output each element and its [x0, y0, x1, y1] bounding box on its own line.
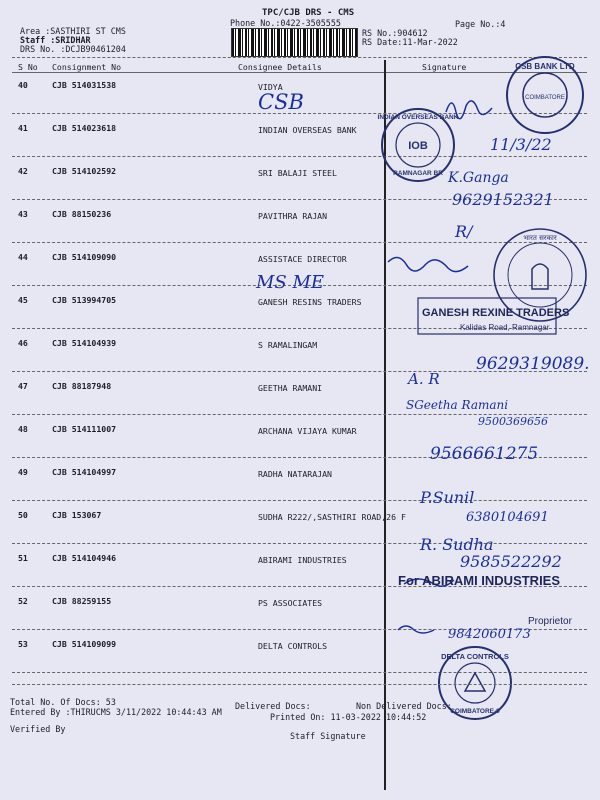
stamp-text: IOB	[408, 140, 428, 152]
row-consignee: PAVITHRA RAJAN	[258, 211, 328, 221]
printed-on: Printed On: 11-03-2022 10:44:52	[270, 712, 427, 722]
stamp-text: INDIAN OVERSEAS BANK	[377, 114, 459, 121]
row-sno: 46	[18, 338, 28, 348]
row-sno: 48	[18, 424, 28, 434]
handwritten-phone: 6380104691	[466, 510, 549, 525]
row-consignment: CJB 153067	[52, 510, 102, 520]
row-consignment: CJB 88150236	[52, 209, 112, 219]
emblem-icon	[532, 264, 548, 289]
handwritten-phone: 9566661275	[430, 444, 539, 464]
row-consignment: CJB 514109099	[52, 639, 117, 649]
row-sno: 40	[18, 80, 28, 90]
row-consignment: CJB 514023618	[52, 123, 117, 133]
row-sno: 52	[18, 596, 28, 606]
row-consignment: CJB 514111007	[52, 424, 117, 434]
signature-scribble	[388, 257, 468, 271]
row-sno: 47	[18, 381, 28, 391]
row-consignment: CJB 513994705	[52, 295, 117, 305]
handwritten-phone: 9500369656	[478, 415, 548, 428]
delta-logo-icon	[465, 673, 485, 691]
entered-by: Entered By :THIRUCMS 3/11/2022 10:44:43 AM	[10, 707, 222, 717]
row-consignment: CJB 514109090	[52, 252, 117, 262]
row-consignment: CJB 88187948	[52, 381, 112, 391]
row-sno: 53	[18, 639, 28, 649]
stamp-text: RAMNAGAR BR	[393, 170, 443, 177]
handwritten-phone: 9629319089.	[476, 354, 590, 374]
row-consignee: GANESH RESINS TRADERS	[258, 297, 362, 307]
area-label: Area :SASTHIRI ST CMS	[20, 26, 126, 36]
row-consignee: ARCHANA VIJAYA KUMAR	[258, 426, 357, 436]
stamp-text: COIMBATORE	[525, 95, 565, 101]
stamp-text: Kalidas Road, Ramnagar	[460, 323, 550, 332]
row-sno: 42	[18, 166, 28, 176]
handwritten-note: R. Sudha	[420, 535, 494, 554]
handwritten-note: CSB	[258, 90, 304, 114]
handwritten-phone: 9629152321	[452, 190, 554, 209]
row-consignment: CJB 88259155	[52, 596, 112, 606]
row-consignee: INDIAN OVERSEAS BANK	[258, 125, 357, 135]
handwritten-phone: 9585522292	[460, 552, 562, 571]
row-sno: 44	[18, 252, 28, 262]
row-sno: 41	[18, 123, 28, 133]
staff-signature: Staff Signature	[290, 731, 366, 741]
col-consignment: Consignment No	[52, 62, 122, 72]
ganesh-rexine-stamp	[418, 298, 569, 334]
phone-number: Phone No.:0422-3505555	[230, 18, 341, 28]
row-sno: 45	[18, 295, 28, 305]
row-sno: 43	[18, 209, 28, 219]
row-consignment: CJB 514031538	[52, 80, 117, 90]
row-consignee: GEETHA RAMANI	[258, 383, 323, 393]
handwritten-note: SGeetha Ramani	[406, 398, 509, 412]
handwritten-note: K.Ganga	[448, 170, 509, 186]
row-sno: 49	[18, 467, 28, 477]
proprietor-stamp: Proprietor	[528, 616, 572, 627]
col-consignee: Consignee Details	[238, 62, 322, 72]
col-signature: Signature	[422, 62, 467, 72]
non-delivered-docs: Non Delivered Docs:	[356, 701, 452, 711]
col-sno: S No	[18, 62, 38, 72]
row-consignee: ABIRAMI INDUSTRIES	[258, 555, 347, 565]
row-consignment: CJB 514104997	[52, 467, 117, 477]
verified-by: Verified By	[10, 724, 66, 734]
stamp-text: CSB BANK LTD	[515, 62, 575, 71]
row-consignee: ASSISTACE DIRECTOR	[258, 254, 347, 264]
csb-bank-stamp	[507, 57, 583, 133]
stamp-text: भारत सरकार	[523, 234, 557, 242]
iob-stamp	[378, 109, 459, 181]
row-consignee: VIDYA	[258, 82, 283, 92]
handwritten-note: MS ME	[256, 272, 325, 293]
row-consignee: SRI BALAJI STEEL	[258, 168, 337, 178]
page-number: Page No.:4	[455, 19, 506, 29]
row-consignment: CJB 514104946	[52, 553, 117, 563]
stamp-text: DELTA CONTROLS	[441, 652, 509, 661]
row-consignee: RADHA NATARAJAN	[258, 469, 332, 479]
staff-label: Staff :SRIDHAR	[20, 35, 91, 45]
row-consignment: CJB 514102592	[52, 166, 117, 176]
row-consignment: CJB 514104939	[52, 338, 117, 348]
handwritten-note: P.Sunil	[420, 488, 475, 507]
delivered-docs: Delivered Docs:	[235, 701, 311, 711]
stamp-text: GANESH REXINE TRADERS	[422, 307, 570, 319]
total-docs: Total No. Of Docs: 53	[10, 697, 116, 707]
drs-number: DRS No. :DCJB90461204	[20, 44, 126, 54]
row-consignee: DELTA CONTROLS	[258, 641, 328, 651]
handwritten-note: 11/3/22	[490, 135, 552, 154]
rs-date: RS Date:11-Mar-2022	[362, 37, 458, 47]
footer-rule	[12, 684, 587, 685]
row-consignee: S RAMALINGAM	[258, 340, 318, 350]
signature-scribble	[398, 626, 434, 633]
report-title: TPC/CJB DRS - CMS	[262, 8, 355, 18]
handwritten-note: A. R	[408, 370, 440, 388]
row-sno: 50	[18, 510, 28, 520]
row-consignee: SUDHA R222/,SASTHIRI ROAD,26 F	[258, 512, 406, 522]
abirami-stamp: For ABIRAMI INDUSTRIES	[398, 573, 561, 588]
rs-number: RS No.:904612	[362, 28, 428, 38]
stamp-text: COIMBATORE-9	[450, 708, 500, 715]
handwritten-note: R/	[455, 222, 473, 241]
row-consignee: PS ASSOCIATES	[258, 598, 323, 608]
row-sno: 51	[18, 553, 28, 563]
handwritten-phone: 9842060173	[448, 627, 531, 642]
